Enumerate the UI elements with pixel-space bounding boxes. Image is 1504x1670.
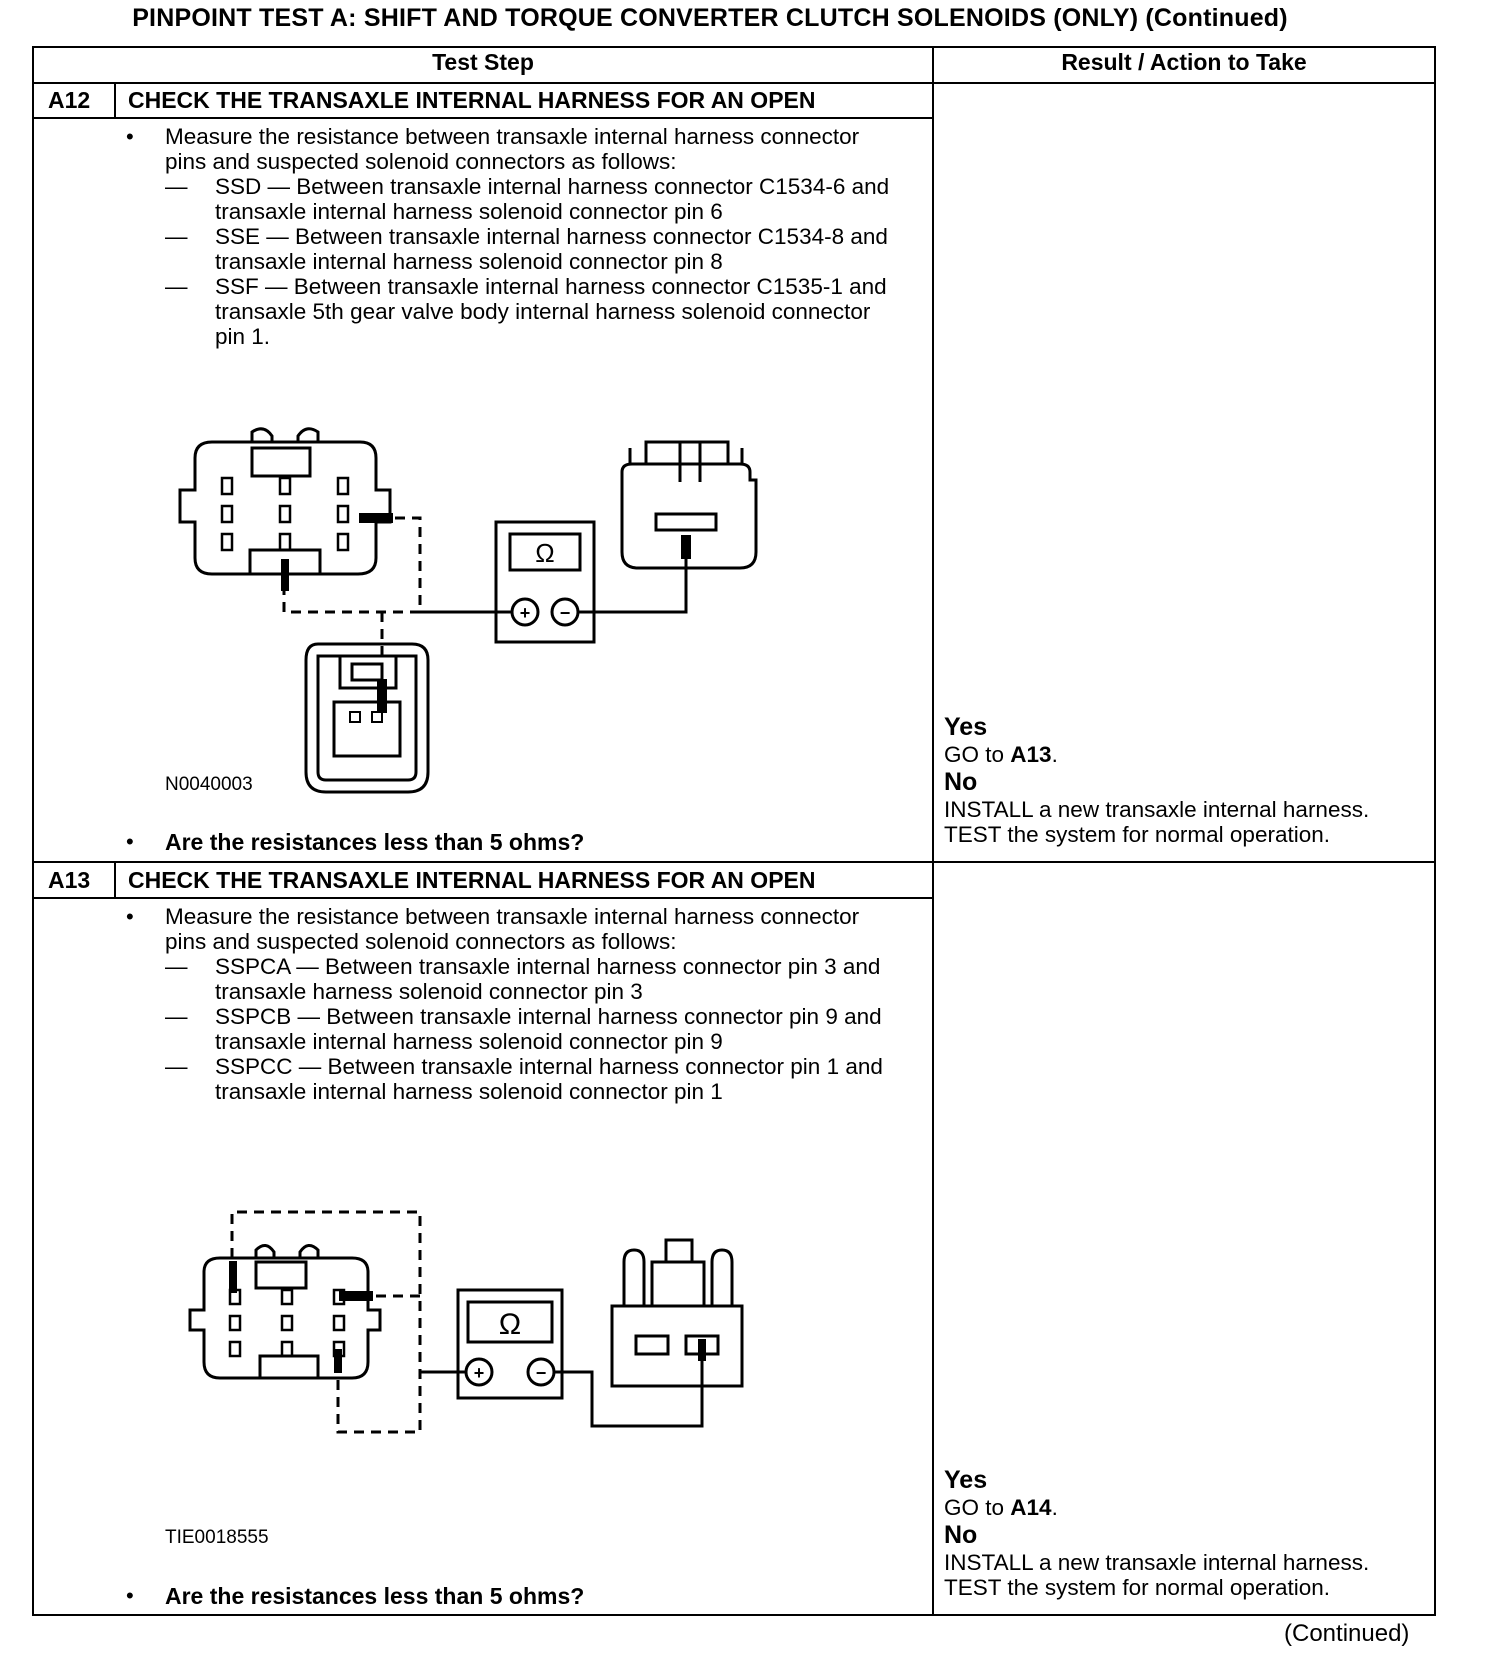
yes-label: Yes [944, 713, 988, 741]
svg-text:Ω: Ω [498, 1308, 522, 1341]
step-title: CHECK THE TRANSAXLE INTERNAL HARNESS FOR AN OPEN [128, 87, 816, 113]
yes-action: GO to A13. [944, 742, 1058, 767]
bullet: • [126, 124, 134, 149]
no-action-2: TEST the system for normal operation. [944, 822, 1330, 847]
step-id: A13 [48, 867, 91, 893]
bullet: • [126, 829, 134, 854]
svg-text:−: − [559, 603, 571, 623]
list-item: — SSD — Between transaxle internal harness connector C1534-6 and transaxle internal harness solenoid connector pin 6 [165, 174, 890, 224]
no-action-1: INSTALL a new transaxle internal harness. [944, 797, 1370, 822]
yes-label: Yes [944, 1466, 988, 1494]
list-item: — SSPCB — Between transaxle internal harness connector pin 9 and transaxle internal harness solenoid connector pin 9 [165, 1004, 882, 1054]
figure-id: TIE0018555 [165, 1527, 269, 1548]
list-item: — SSPCC — Between transaxle internal harness connector pin 1 and transaxle internal harness solenoid connector pin 1 [165, 1054, 883, 1104]
result-a13 [944, 1465, 1434, 1600]
no-action-2: TEST the system for normal operation. [944, 1575, 1330, 1600]
continued-label: (Continued) [1284, 1620, 1410, 1647]
no-label: No [944, 1521, 978, 1549]
yes-target[interactable]: A14 [1010, 1495, 1052, 1520]
yes-target[interactable]: A13 [1010, 742, 1052, 767]
step-question: Are the resistances less than 5 ohms? [165, 1583, 585, 1609]
step-title: CHECK THE TRANSAXLE INTERNAL HARNESS FOR AN OPEN [128, 867, 816, 893]
list-item: — SSF — Between transaxle internal harness connector C1535-1 and transaxle 5th gear valve body internal harness solenoid connector pin 1. [165, 274, 887, 349]
no-action-1: INSTALL a new transaxle internal harness. [944, 1550, 1370, 1575]
bullet: • [126, 1583, 134, 1608]
no-label: No [944, 768, 978, 796]
step-id: A12 [48, 87, 91, 113]
intro-text: Measure the resistance between transaxle internal harness connector pins and suspected solenoid connectors as follows: [165, 124, 860, 174]
svg-text:+: + [473, 1363, 485, 1383]
header-test-step: Test Step [432, 49, 534, 75]
figure-id: N0040003 [165, 774, 253, 795]
step-question: Are the resistances less than 5 ohms? [165, 829, 585, 855]
svg-text:Ω: Ω [535, 538, 555, 568]
svg-text:+: + [519, 603, 531, 623]
bullet: • [126, 904, 134, 929]
yes-action: GO to A14. [944, 1495, 1058, 1520]
intro-text: Measure the resistance between transaxle internal harness connector pins and suspected solenoid connectors as follows: [165, 904, 860, 954]
svg-text:−: − [535, 1363, 547, 1383]
list-item: — SSE — Between transaxle internal harness connector C1534-8 and transaxle internal harness solenoid connector pin 8 [165, 224, 888, 274]
list-item: — SSPCA — Between transaxle internal harness connector pin 3 and transaxle harness solenoid connector pin 3 [165, 954, 881, 1004]
page-title: PINPOINT TEST A: SHIFT AND TORQUE CONVERTER CLUTCH SOLENOIDS (ONLY) (Continued) [132, 4, 1288, 32]
header-result: Result / Action to Take [1061, 49, 1307, 75]
